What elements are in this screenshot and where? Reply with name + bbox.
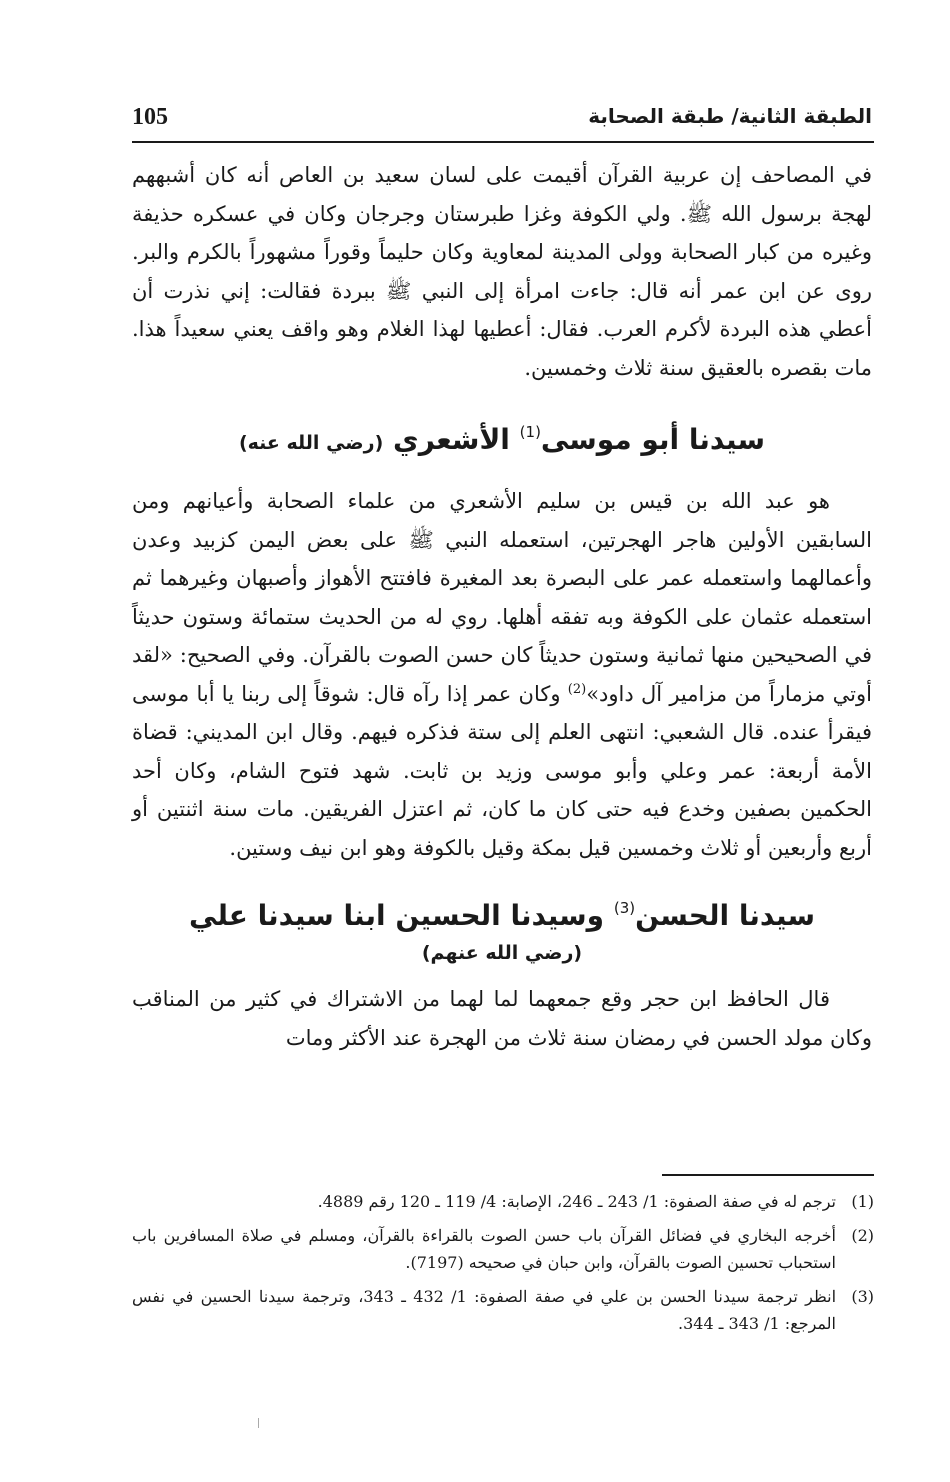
footnote-1-number: (1) [851, 1192, 874, 1211]
footnote-3 [132, 1283, 874, 1337]
heading-abu-musa-honorific: (رضي الله عنه) [238, 432, 384, 454]
heading-husayn-name: وسيدنا الحسين ابنا سيدنا علي [189, 899, 605, 932]
footnote-3-text: انظر ترجمة سيدنا الحسن بن علي في صفة الصفوة: 1/ 432 ـ 343، وترجمة سيدنا الحسين في نفس المرجع: 1/ 343 ـ 344. [132, 1287, 837, 1333]
main-text [132, 156, 872, 1057]
heading-hasan-husayn [132, 894, 872, 938]
footnote-2 [132, 1222, 874, 1276]
heading-hasan-name: سيدنا الحسن [635, 899, 815, 932]
heading-abu-musa-nisba: الأشعري [393, 423, 510, 456]
footnote-2-number: (2) [851, 1226, 874, 1245]
paragraph-abu-musa [132, 482, 872, 867]
footnote-ref-2: (2) [567, 681, 587, 697]
heading-hasan-husayn-honorific: (رضي الله عنهم) [421, 942, 583, 964]
page-number: 105 [132, 104, 168, 130]
heading-abu-musa [132, 418, 872, 465]
scan-mark [258, 1418, 259, 1428]
footnote-rule [662, 1174, 874, 1176]
footnotes [132, 1188, 874, 1344]
paragraph-hasan-husayn: قال الحافظ ابن حجر وقع جمعهما لما لهما من الاشتراك في كثير من المناقب وكان مولد الحسن في رمضان سنة ثلاث من الهجرة عند الأكثر ومات [132, 987, 872, 1050]
footnote-1 [132, 1188, 874, 1215]
paragraph-abu-musa-part-b: وكان عمر إذا رآه قال: شوقاً إلى ربنا يا أبا موسى فيقرأ عنده. قال الشعبي: انتهى العلم إلى ستة فذكره فيهم. وقال ابن المديني: قضاة الأمة أربعة: عمر وعلي وأبو موسى وزيد بن ثابت. شهد فتوح الشام، وكان أحد الحكمين بصفين وخدع فيه حتى كان ما كان، ثم اعتزل الفريقين. مات سنة اثنتين أو أربع وأربعين أو ثلاث وخمسين قيل بمكة وقيل بالكوفة وهو ابن نيف وستين. [132, 681, 872, 860]
paragraph-abu-musa-part-a: هو عبد الله بن قيس بن سليم الأشعري من علماء الصحابة وأعيانهم ومن السابقين الأولين هاجر الهجرتين، استعمله النبي ﷺ على بعض اليمن كزبيد وعدن وأعمالهما واستعمله عمر على البصرة بعد المغيرة فافتتح الأهواز وأصبهان وغيرهما ثم استعمله عثمان على الكوفة وبه تفقه أهلها. روي له من الحديث ستمائة وستون حديثاً في الصحيحين منها ثمانية وستون حديثاً كان حسن الصوت بالقرآن. وفي الصحيح: «لقد أوتي مزماراً من مزامير آل داود» [132, 489, 872, 706]
header-rule [132, 141, 874, 143]
running-head: الطبقة الثانية/ طبقة الصحابة [588, 104, 872, 128]
paragraph-said-ibn-al-as: في المصاحف إن عربية القرآن أقيمت على لسان سعيد بن العاص أنه كان أشبههم لهجة برسول الله ﷺ. ولي الكوفة وغزا طبرستان وجرجان وكان في عسكره حذيفة وغيره من كبار الصحابة وولى المدينة لمعاوية وكان حليماً وقوراً مشهوراً بالكرم والبر. روى عن ابن عمر أنه قال: جاءت امرأة إلى النبي ﷺ ببردة فقالت: إني نذرت أن أعطي هذه البردة لأكرم العرب. فقال: أعطيها لهذا الغلام وهو واقف يعني سعيداً هذا. مات بقصره بالعقيق سنة ثلاث وخمسين. [132, 163, 872, 380]
heading-abu-musa-name: سيدنا أبو موسى [540, 423, 766, 456]
page-header [132, 104, 872, 144]
footnote-1-text: ترجم له في صفة الصفوة: 1/ 243 ـ 246، الإصابة: 4/ 119 ـ 120 رقم 4889. [317, 1192, 836, 1211]
footnote-2-text: أخرجه البخاري في فضائل القرآن باب حسن الصوت بالقراءة بالقرآن، ومسلم في صلاة المسافرين باب استحباب تحسين الصوت بالقرآن، وابن حبان في صحيحه (7197). [132, 1226, 836, 1272]
footnote-3-number: (3) [851, 1287, 874, 1306]
footnote-ref-3: (3) [613, 899, 636, 917]
footnote-ref-1: (1) [519, 423, 541, 441]
